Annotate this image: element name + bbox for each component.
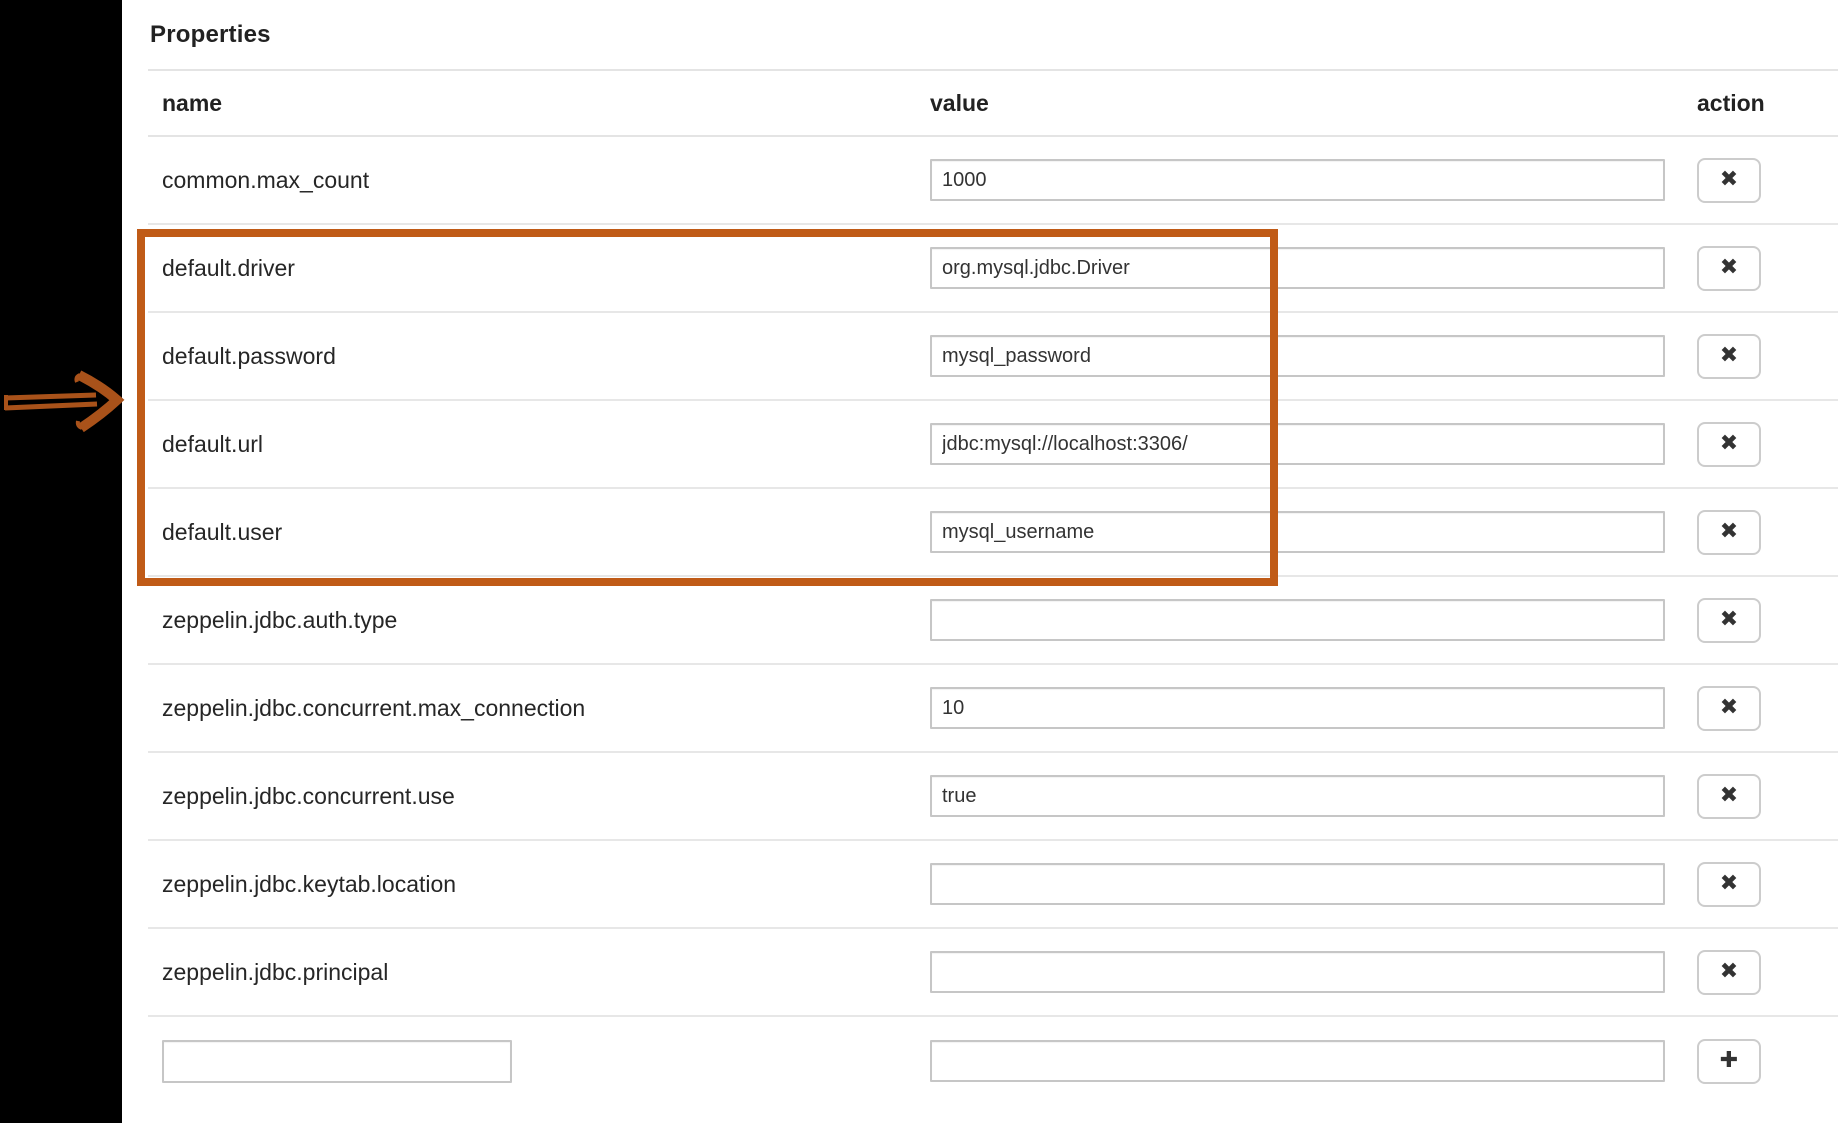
- remove-property-button[interactable]: [1697, 334, 1761, 379]
- property-name: zeppelin.jdbc.keytab.location: [162, 870, 457, 897]
- table-row: [148, 137, 1838, 225]
- property-name: zeppelin.jdbc.concurrent.max_connection: [162, 694, 586, 721]
- table-row: [148, 401, 1838, 489]
- remove-property-button[interactable]: [1697, 422, 1761, 467]
- remove-icon: ✖: [1719, 167, 1739, 192]
- remove-property-button[interactable]: [1697, 686, 1761, 731]
- remove-icon: ✖: [1719, 871, 1739, 896]
- properties-panel: [148, 0, 1838, 1105]
- remove-property-button[interactable]: [1697, 598, 1761, 643]
- property-name: default.password: [162, 342, 336, 369]
- table-row: [148, 225, 1838, 313]
- remove-icon: ✖: [1719, 431, 1739, 456]
- table-row: [148, 313, 1838, 401]
- page-title: Properties: [150, 20, 271, 48]
- property-value-input[interactable]: [930, 247, 1665, 289]
- remove-icon: ✖: [1719, 695, 1739, 720]
- property-value-input[interactable]: [930, 775, 1665, 817]
- property-name: default.driver: [162, 254, 295, 281]
- remove-property-button[interactable]: [1697, 246, 1761, 291]
- add-icon: ✚: [1719, 1048, 1739, 1073]
- remove-property-button[interactable]: [1697, 510, 1761, 555]
- left-black-bar: [0, 0, 122, 1123]
- property-name: default.user: [162, 518, 283, 545]
- property-value-input[interactable]: [930, 863, 1665, 905]
- table-header-row: [148, 71, 1838, 137]
- remove-icon: ✖: [1719, 607, 1739, 632]
- table-row: [148, 753, 1838, 841]
- new-property-name-input[interactable]: [162, 1040, 512, 1083]
- property-value-input[interactable]: [930, 511, 1665, 553]
- table-row: [148, 929, 1838, 1017]
- remove-icon: ✖: [1719, 783, 1739, 808]
- property-name: zeppelin.jdbc.concurrent.use: [162, 782, 455, 809]
- property-value-input[interactable]: [930, 951, 1665, 993]
- table-row: [148, 665, 1838, 753]
- property-value-input[interactable]: [930, 687, 1665, 729]
- remove-property-button[interactable]: [1697, 774, 1761, 819]
- property-value-input[interactable]: [930, 335, 1665, 377]
- table-row: [148, 489, 1838, 577]
- property-name: default.url: [162, 430, 264, 457]
- properties-title-section: [148, 0, 1838, 71]
- property-value-input[interactable]: [930, 159, 1665, 201]
- remove-property-button[interactable]: [1697, 950, 1761, 995]
- remove-icon: ✖: [1719, 959, 1739, 984]
- remove-icon: ✖: [1719, 343, 1739, 368]
- table-row: [148, 577, 1838, 665]
- remove-icon: ✖: [1719, 255, 1739, 280]
- column-header-action: action: [1697, 89, 1765, 116]
- property-name: zeppelin.jdbc.principal: [162, 958, 389, 985]
- property-name: zeppelin.jdbc.auth.type: [162, 606, 398, 633]
- table-row: [148, 841, 1838, 929]
- new-property-value-input[interactable]: [930, 1040, 1665, 1082]
- column-header-value: value: [930, 89, 989, 116]
- remove-property-button[interactable]: [1697, 158, 1761, 203]
- property-value-input[interactable]: [930, 599, 1665, 641]
- remove-property-button[interactable]: [1697, 862, 1761, 907]
- column-header-name: name: [162, 89, 223, 116]
- property-value-input[interactable]: [930, 423, 1665, 465]
- property-name: common.max_count: [162, 166, 370, 193]
- add-property-button[interactable]: [1697, 1039, 1761, 1084]
- new-property-row: [148, 1017, 1838, 1105]
- remove-icon: ✖: [1719, 519, 1739, 544]
